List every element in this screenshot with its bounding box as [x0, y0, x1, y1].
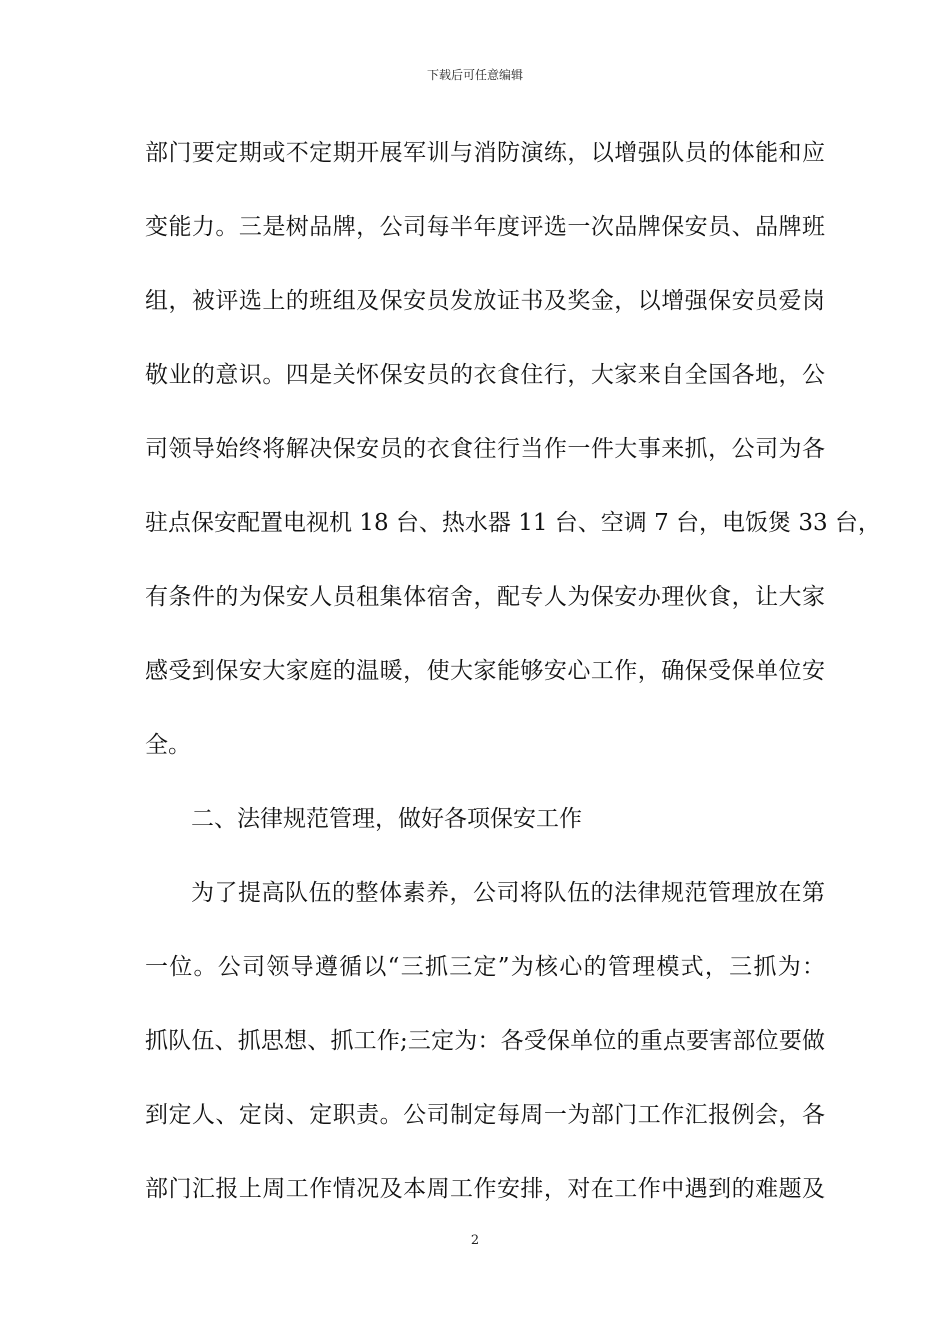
section-heading: 二、法律规范管理，做好各项保安工作 — [191, 806, 582, 832]
paragraph-line: 抓队伍、抓思想、抓工作;三定为：各受保单位的重点要害部位要做 — [145, 1028, 825, 1054]
paragraph-line: 司领导始终将解决保安员的衣食往行当作一件大事来抓，公司为各 — [145, 436, 825, 462]
page-number: 2 — [470, 1233, 480, 1248]
paragraph-line: 到定人、定岗、定职责。公司制定每周一为部门工作汇报例会，各 — [145, 1102, 825, 1128]
paragraph-line: 驻点保安配置电视机 18 台、热水器 11 台、空调 7 台，电饭煲 33 台， — [145, 510, 881, 536]
paragraph-line: 组，被评选上的班组及保安员发放证书及奖金，以增强保安员爱岗 — [145, 288, 825, 314]
paragraph-line: 敬业的意识。四是关怀保安员的衣食住行，大家来自全国各地，公 — [145, 362, 825, 388]
paragraph-line: 一位。公司领导遵循以“三抓三定”为核心的管理模式，三抓为： — [145, 954, 825, 980]
paragraph-line: 部门汇报上周工作情况及本周工作安排，对在工作中遇到的难题及 — [145, 1176, 825, 1202]
paragraph-line: 变能力。三是树品牌，公司每半年度评选一次品牌保安员、品牌班 — [145, 214, 825, 240]
paragraph-line: 有条件的为保安人员租集体宿舍，配专人为保安办理伙食，让大家 — [145, 584, 825, 610]
paragraph-line: 部门要定期或不定期开展军训与消防演练，以增强队员的体能和应 — [145, 140, 825, 166]
page-header: 下载后可任意编辑 — [426, 68, 523, 82]
paragraph-line: 感受到保安大家庭的温暖，使大家能够安心工作，确保受保单位安 — [145, 658, 825, 684]
paragraph-line: 为了提高队伍的整体素养，公司将队伍的法律规范管理放在第 — [191, 880, 825, 906]
paragraph-line: 全。 — [145, 732, 191, 758]
